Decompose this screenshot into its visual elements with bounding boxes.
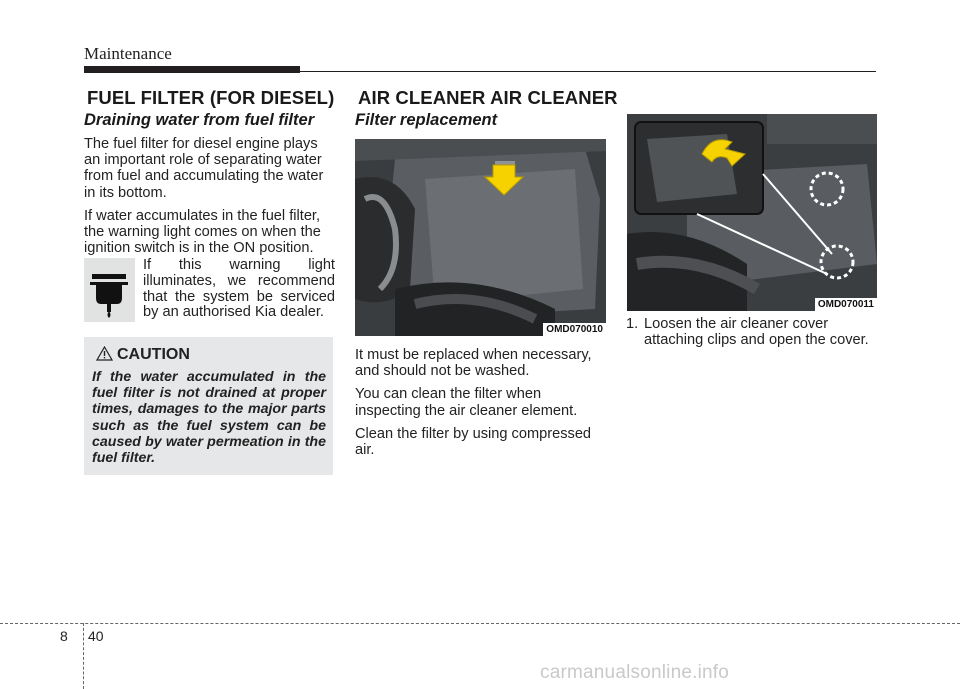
- image-label-omd070010: OMD070010: [543, 323, 606, 336]
- water-in-fuel-warning-icon: [84, 258, 135, 322]
- header-bar: [84, 66, 300, 73]
- page-number: 40: [88, 628, 104, 644]
- step-number: 1.: [626, 316, 639, 332]
- fuel-filter-paragraph-2: If water accumulates in the fuel filter, the warning light comes on when the ignition switch is in the ON position.: [84, 207, 321, 257]
- draining-water-subheading: Draining water from fuel filter: [84, 111, 315, 129]
- filter-paragraph-1: It must be replaced when necessary, and should not be washed.: [355, 347, 592, 380]
- chapter-number: 8: [60, 628, 68, 644]
- fuel-filter-paragraph-1: The fuel filter for diesel engine plays an important role of separating water from fuel and accumulating the water in its bottom.: [84, 136, 324, 201]
- warning-light-text: If this warning light illuminates, we recommend that the system be serviced by an authorised Kia dealer.: [143, 257, 335, 321]
- caution-triangle-icon: [96, 346, 113, 361]
- air-cleaner-clips-photo: [627, 114, 877, 311]
- image-label-omd070011: OMD070011: [815, 298, 877, 311]
- step-text: Loosen the air cleaner cover attaching clips and open the cover.: [644, 316, 869, 349]
- header-rule: [300, 71, 876, 72]
- air-cleaner-photo: [355, 139, 606, 336]
- caution-title: CAUTION: [117, 346, 190, 363]
- filter-paragraph-3: Clean the filter by using compressed air.: [355, 425, 592, 459]
- footer-divider: [83, 623, 84, 689]
- filter-paragraph-2: You can clean the filter when inspecting the air cleaner element.: [355, 386, 578, 419]
- filter-replacement-subheading: Filter replacement: [355, 111, 498, 129]
- section-title: Maintenance: [84, 44, 172, 63]
- watermark: carmanualsonline.info: [540, 662, 730, 683]
- fuel-filter-body: [84, 136, 334, 263]
- footer-rule: [0, 623, 960, 624]
- filter-replacement-body: [355, 347, 607, 465]
- air-cleaner-heading: AIR CLEANER AIR CLEANER: [358, 87, 618, 108]
- caution-text: If the water accumulated in the fuel filter is not drained at proper times, damages to the major parts such as the fuel system can be caused by water permeation in the fuel filter.: [92, 369, 326, 467]
- fuel-filter-heading: FUEL FILTER (FOR DIESEL): [87, 87, 335, 108]
- step-1: [626, 316, 878, 348]
